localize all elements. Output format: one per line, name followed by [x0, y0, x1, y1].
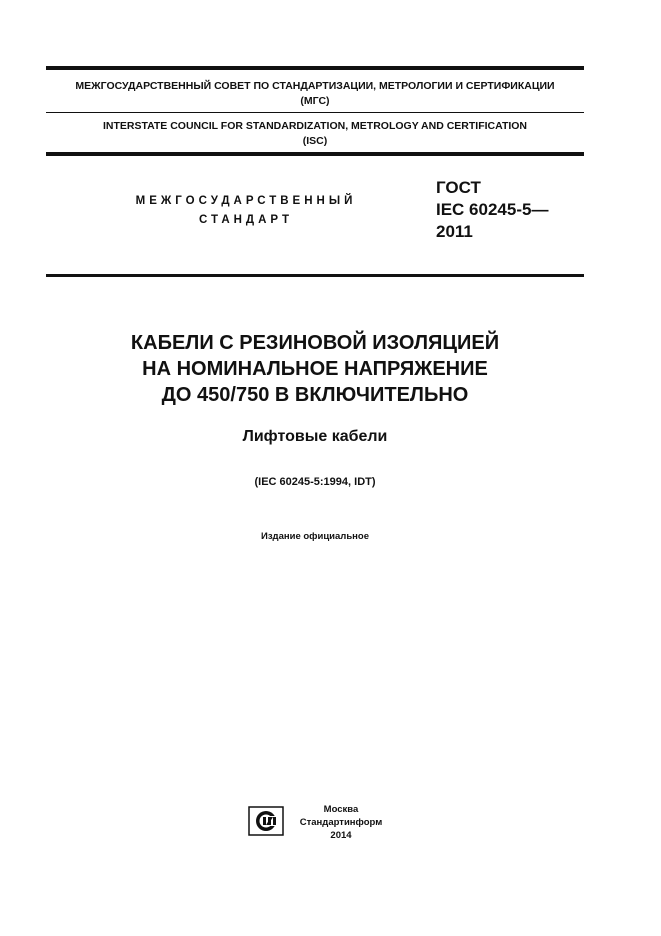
gost-year: 2011 — [436, 222, 473, 241]
gost-designation — [436, 177, 548, 243]
standard-type-line1: МЕЖГОСУДАРСТВЕННЫЙ — [135, 195, 357, 207]
document-title — [46, 330, 584, 408]
iec-reference: (IEC 60245-5:1994, IDT) — [254, 476, 376, 488]
document-subtitle: Лифтовые кабели — [242, 428, 388, 445]
designation-rule — [46, 274, 584, 277]
council-en — [46, 119, 584, 149]
council-ru-name: МЕЖГОСУДАРСТВЕННЫЙ СОВЕТ ПО СТАНДАРТИЗАЦИИ, МЕТРОЛОГИИ И СЕРТИФИКАЦИИ — [75, 80, 555, 92]
council-ru-abbr: (МГС) — [300, 95, 330, 107]
council-en-name: INTERSTATE COUNCIL FOR STANDARDIZATION, METROLOGY AND CERTIFICATION — [102, 120, 528, 132]
top-rule — [46, 66, 584, 70]
publisher-city: Москва — [323, 804, 359, 815]
header-bottom-rule — [46, 152, 584, 156]
standard-type-line2: СТАНДАРТ — [199, 214, 293, 226]
publisher-year: 2014 — [330, 830, 352, 841]
council-en-abbr: (ISC) — [302, 135, 328, 147]
publisher-imprint — [296, 803, 386, 842]
title-line1: КАБЕЛИ С РЕЗИНОВОЙ ИЗОЛЯЦИЕЙ — [130, 332, 500, 354]
gost-label: ГОСТ — [436, 178, 481, 197]
title-line2: НА НОМИНАЛЬНОЕ НАПРЯЖЕНИЕ — [142, 358, 488, 380]
title-line3: ДО 450/750 В ВКЛЮЧИТЕЛЬНО — [161, 384, 469, 406]
publisher-name: Стандартинформ — [299, 817, 383, 828]
standartinform-logo-icon — [248, 806, 284, 836]
council-ru — [46, 79, 584, 109]
edition-note: Издание официальное — [261, 531, 369, 542]
council-divider — [46, 112, 584, 113]
gost-number: IEC 60245-5— — [436, 200, 549, 219]
